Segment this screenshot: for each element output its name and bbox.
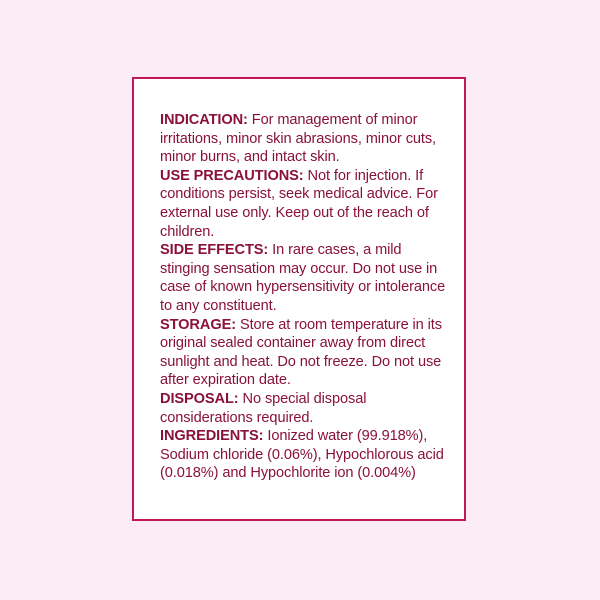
section-storage — [160, 316, 454, 390]
product-label-card — [132, 77, 466, 521]
side-effects-heading: SIDE EFFECTS: — [160, 242, 269, 259]
section-ingredients — [160, 427, 454, 483]
section-indication — [160, 111, 454, 167]
side-effects-text: In rare cases, a mild stinging sensation may occur. Do not use in case of known hypersensitivity or intolerance to any constituent. — [160, 242, 446, 314]
section-disposal — [160, 390, 454, 427]
use-precautions-heading: USE PRECAUTIONS: — [160, 167, 304, 184]
disposal-heading: DISPOSAL: — [160, 390, 239, 407]
section-side-effects — [160, 241, 454, 315]
use-precautions-text: Not for injection. If conditions persist, seek medical advice. For external use only. Keep out of the reach of children. — [160, 167, 438, 240]
indication-heading: INDICATION: — [160, 112, 248, 128]
disposal-text: No special disposal considerations required. — [160, 390, 367, 426]
storage-text: Store at room temperature in its original sealed container away from direct sunlight and heat. Do not freeze. Do not use after expiration date. — [160, 316, 442, 389]
ingredients-heading: INGREDIENTS: — [160, 428, 264, 445]
section-use-precautions — [160, 167, 454, 241]
label-content — [160, 111, 454, 483]
indication-text: For management of minor irritations, minor skin abrasions, minor cuts, minor burns, and intact skin. — [160, 112, 437, 166]
storage-heading: STORAGE: — [160, 316, 236, 333]
ingredients-text: Ionized water (99.918%), Sodium chloride (0.06%), Hypochlorous acid (0.018%) and Hypochlorite ion (0.004%) — [160, 428, 444, 482]
